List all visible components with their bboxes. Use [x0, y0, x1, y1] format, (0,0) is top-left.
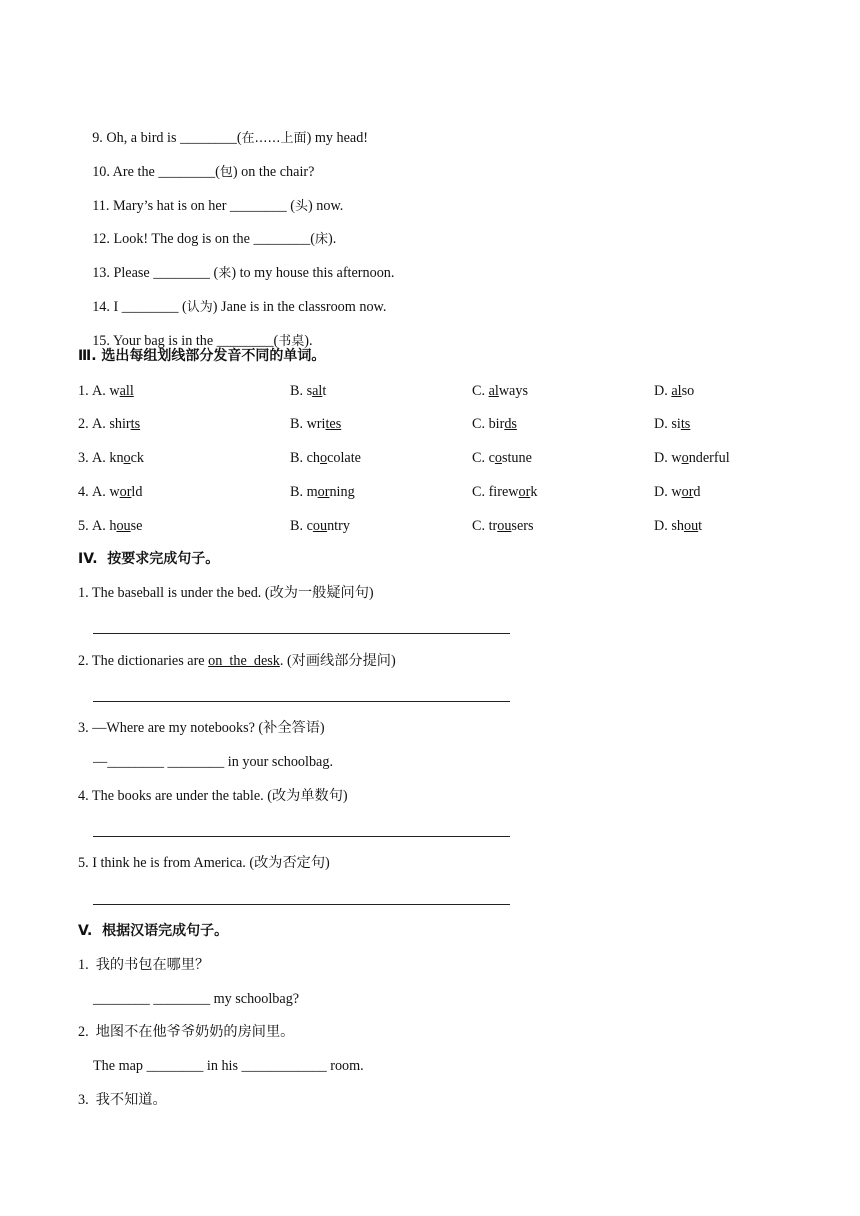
pron-option: C. trousers [472, 518, 534, 534]
fill-item-hint: 来 [218, 266, 232, 281]
pron-option: A. shirts [92, 416, 141, 432]
fill-item-text: 14. I ________ ( [92, 299, 187, 315]
fill-item-text: ) to my house this afternoon. [231, 265, 395, 281]
pron-row-2-num: 2. [78, 416, 89, 432]
s5-question-1-answer: ________ ________ my schoolbag? [93, 991, 300, 1007]
pron-row-1-num: 1. [78, 383, 89, 399]
s5-question-1: 1. 我的书包在哪里？ [78, 957, 210, 973]
pron-option: B. morning [290, 484, 355, 500]
answer-line[interactable] [93, 904, 510, 905]
fill-item-text: ) my head! [306, 130, 369, 146]
s4-question-3: 3. —Where are my notebooks? (补全答语) [78, 720, 325, 736]
pron-option: D. word [654, 484, 701, 500]
fill-item-text: ) now. [308, 198, 344, 214]
pron-option: C. firework [472, 484, 538, 500]
pron-option: A. knock [92, 450, 145, 466]
answer-line[interactable] [93, 633, 510, 634]
section-5-title: V. 根据汉语完成句子。 [78, 923, 229, 939]
pron-option: C. costune [472, 450, 532, 466]
fill-item-text: 12. Look! The dog is on the ________( [92, 231, 315, 247]
pron-option: D. shout [654, 518, 703, 534]
pron-option: D. sits [654, 416, 691, 432]
pron-row-5-num: 5. [78, 518, 89, 534]
s4-question-4: 4. The books are under the table. (改为单数句) [78, 788, 348, 804]
pron-option: D. also [654, 383, 695, 399]
pron-option: B. salt [290, 383, 327, 399]
pron-option: B. chocolate [290, 450, 361, 466]
pron-option: A. house [92, 518, 143, 534]
answer-line[interactable] [93, 836, 510, 837]
fill-item-hint: 在……上面 [241, 131, 307, 146]
pron-option: D. wonderful [654, 450, 730, 466]
s5-question-2-answer: The map ________ in his ____________ room. [93, 1058, 364, 1074]
s4-question-5: 5. I think he is from America. (改为否定句) [78, 855, 330, 871]
section-4-title: IV. 按要求完成句子。 [78, 551, 220, 567]
fill-item-hint: 头 [295, 199, 309, 214]
pron-option: C. always [472, 383, 528, 399]
fill-item-text: 10. Are the ________( [92, 164, 220, 180]
answer-line[interactable] [93, 701, 510, 702]
s5-question-3: 3. 我不知道。 [78, 1092, 167, 1108]
pron-option: B. country [290, 518, 350, 534]
pron-option: B. writes [290, 416, 342, 432]
fill-item-text: ). [327, 231, 337, 247]
s4-question-2: 2. The dictionaries are on the desk. (对画线部分提问) [78, 653, 396, 669]
s5-question-2: 2. 地图不在他爷爷奶奶的房间里。 [78, 1024, 295, 1040]
pron-row-4-num: 4. [78, 484, 89, 500]
pron-option: A. wall [92, 383, 134, 399]
fill-item-hint: 包 [219, 165, 233, 180]
fill-item-text: 13. Please ________ ( [92, 265, 219, 281]
pron-option: C. birds [472, 416, 517, 432]
fill-item-text: 15. Your bag is in the ________( [92, 333, 279, 349]
fill-item-text: 11. Mary’s hat is on her ________ ( [92, 198, 295, 214]
pron-option: A. world [92, 484, 143, 500]
pron-row-3-num: 3. [78, 450, 89, 466]
fill-item-text: ). [304, 333, 313, 349]
section-3-title: Ⅲ. 选出每组划线部分发音不同的单词。 [78, 348, 326, 364]
fill-item-text: 9. Oh, a bird is ________( [92, 130, 242, 146]
s4-question-1: 1. The baseball is under the bed. (改为一般疑问句) [78, 585, 374, 601]
fill-item-hint: 床 [314, 232, 328, 247]
s4-question-3-answer: —________ ________ in your schoolbag. [93, 754, 333, 770]
fill-item-hint: 认为 [186, 300, 213, 315]
fill-item-hint: 书桌 [278, 334, 305, 349]
fill-item-text: ) on the chair? [232, 164, 315, 180]
fill-item-text: ) Jane is in the classroom now. [212, 299, 387, 315]
